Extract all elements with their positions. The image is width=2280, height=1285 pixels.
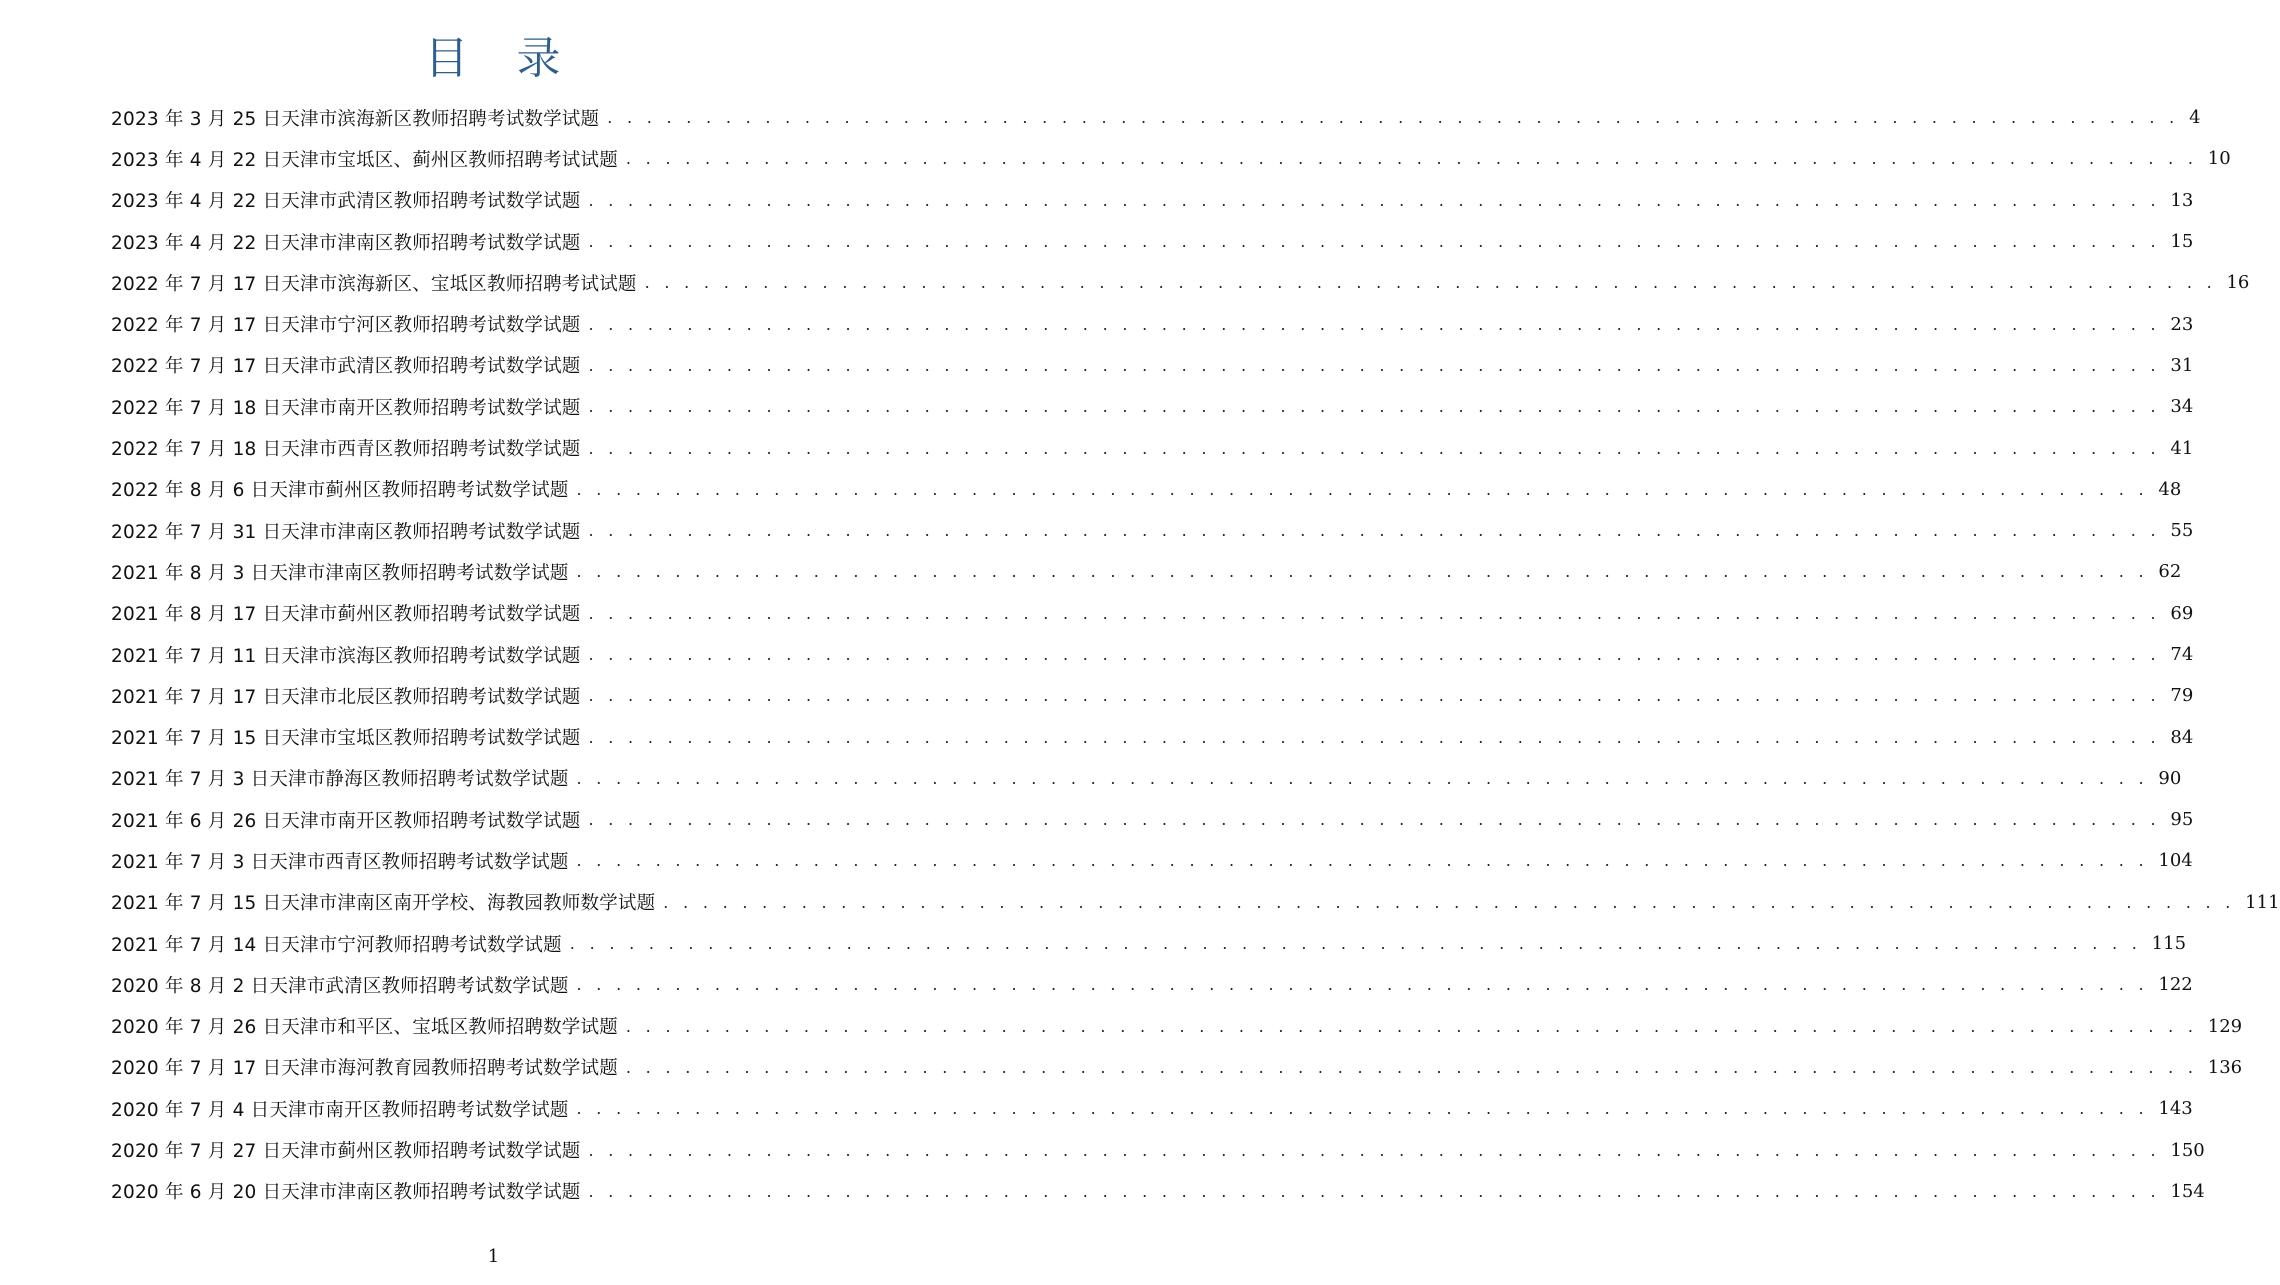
toc-entry[interactable]: [111, 551, 2182, 592]
toc-entry[interactable]: [111, 675, 2194, 716]
toc-entry[interactable]: [111, 593, 2194, 634]
toc-entry[interactable]: [111, 964, 2193, 1005]
toc-entry[interactable]: [111, 345, 2194, 386]
toc-entry-page-number: 90: [2158, 767, 2182, 789]
toc-entry-title: 2022 年 7 月 18 日天津市西青区教师招聘考试数学试题: [111, 439, 581, 461]
toc-entry[interactable]: [111, 180, 2194, 221]
toc-entry-page-number: 34: [2170, 396, 2194, 418]
toc-dot-leader: . . . . . . . . . . . . . . . . . . . . . . . . . . . . . . . . . . . . . . . . . . . . . . . . . . . . . . . . . . . . . . . . . . . . . . . . . . . . . . . .: [588, 603, 2161, 623]
toc-entry-title: 2022 年 7 月 17 日天津市武清区教师招聘考试数学试题: [111, 356, 581, 378]
toc-entry[interactable]: [111, 303, 2194, 344]
toc-dot-leader: . . . . . . . . . . . . . . . . . . . . . . . . . . . . . . . . . . . . . . . . . . . . . . . . . . . . . . . . . . . . . . . . . . . . . . . . . . . . . . . .: [607, 108, 2180, 128]
toc-dot-leader: . . . . . . . . . . . . . . . . . . . . . . . . . . . . . . . . . . . . . . . . . . . . . . . . . . . . . . . . . . . . . . . . . . . . . . . . . . . . . . . .: [576, 1099, 2149, 1119]
toc-entry-page-number: 122: [2158, 974, 2193, 996]
toc-entry-page-number: 84: [2170, 726, 2194, 748]
toc-entry-page-number: 31: [2170, 354, 2194, 376]
toc-entry[interactable]: [111, 221, 2194, 262]
toc-entry-title: 2023 年 4 月 22 日天津市津南区教师招聘考试数学试题: [111, 232, 581, 254]
toc-entry-title: 2021 年 8 月 17 日天津市蓟州区教师招聘考试数学试题: [111, 604, 581, 626]
toc-entry-title: 2020 年 8 月 2 日天津市武清区教师招聘考试数学试题: [111, 975, 569, 997]
toc-entry[interactable]: [111, 716, 2194, 757]
toc-entry-title: 2023 年 4 月 22 日天津市武清区教师招聘考试数学试题: [111, 191, 581, 213]
toc-entry-page-number: 74: [2170, 644, 2194, 665]
toc-entry[interactable]: [111, 1006, 2243, 1047]
toc-entry-title: 2020 年 7 月 17 日天津市海河教育园教师招聘考试数学试题: [111, 1058, 618, 1080]
toc-entry-title: 2022 年 7 月 31 日天津市津南区教师招聘考试数学试题: [111, 521, 581, 543]
toc-entry-page-number: 4: [2189, 107, 2201, 129]
toc-dot-leader: . . . . . . . . . . . . . . . . . . . . . . . . . . . . . . . . . . . . . . . . . . . . . . . . . . . . . . . . . . . . . . . . . . . . . . . . . . . . . . . .: [576, 479, 2149, 499]
toc-dot-leader: . . . . . . . . . . . . . . . . . . . . . . . . . . . . . . . . . . . . . . . . . . . . . . . . . . . . . . . . . . . . . . . . . . . . . . . . . . . . . . . .: [663, 892, 2236, 912]
toc-dot-leader: . . . . . . . . . . . . . . . . . . . . . . . . . . . . . . . . . . . . . . . . . . . . . . . . . . . . . . . . . . . . . . . . . . . . . . . . . . . . . . . .: [625, 1016, 2198, 1036]
toc-dot-leader: . . . . . . . . . . . . . . . . . . . . . . . . . . . . . . . . . . . . . . . . . . . . . . . . . . . . . . . . . . . . . . . . . . . . . . . . . . . . . . . .: [576, 975, 2149, 995]
toc-entry[interactable]: [111, 1088, 2193, 1129]
toc-entry-title: 2023 年 4 月 22 日天津市宝坻区、蓟州区教师招聘考试试题: [111, 149, 618, 171]
toc-dot-leader: . . . . . . . . . . . . . . . . . . . . . . . . . . . . . . . . . . . . . . . . . . . . . . . . . . . . . . . . . . . . . . . . . . . . . . . . . . . . . . . .: [588, 397, 2161, 417]
toc-entry[interactable]: [111, 799, 2194, 840]
toc-dot-leader: . . . . . . . . . . . . . . . . . . . . . . . . . . . . . . . . . . . . . . . . . . . . . . . . . . . . . . . . . . . . . . . . . . . . . . . . . . . . . . . .: [588, 355, 2161, 375]
toc-dot-leader: . . . . . . . . . . . . . . . . . . . . . . . . . . . . . . . . . . . . . . . . . . . . . . . . . . . . . . . . . . . . . . . . . . . . . . . . . . . . . . . .: [588, 727, 2161, 747]
toc-entry-page-number: 48: [2158, 478, 2182, 500]
toc-entry[interactable]: [111, 469, 2182, 510]
toc-entry[interactable]: [111, 882, 2280, 923]
page-number: 1: [487, 1246, 500, 1267]
toc-entry-title: 2021 年 7 月 15 日天津市津南区南开学校、海教园教师数学试题: [111, 893, 656, 915]
toc-dot-leader: . . . . . . . . . . . . . . . . . . . . . . . . . . . . . . . . . . . . . . . . . . . . . . . . . . . . . . . . . . . . . . . . . . . . . . . . . . . . . . . .: [588, 1140, 2161, 1160]
toc-entry[interactable]: [111, 97, 2201, 138]
toc-dot-leader: . . . . . . . . . . . . . . . . . . . . . . . . . . . . . . . . . . . . . . . . . . . . . . . . . . . . . . . . . . . . . . . . . . . . . . . . . . . . . . . .: [576, 768, 2149, 788]
toc-entry[interactable]: [111, 427, 2194, 468]
toc-dot-leader: . . . . . . . . . . . . . . . . . . . . . . . . . . . . . . . . . . . . . . . . . . . . . . . . . . . . . . . . . . . . . . . . . . . . . . . . . . . . . . . .: [588, 438, 2161, 458]
toc-entry-page-number: 13: [2170, 189, 2194, 211]
toc-entry-page-number: 143: [2158, 1098, 2193, 1120]
toc-entry-title: 2020 年 7 月 4 日天津市南开区教师招聘考试数学试题: [111, 1099, 569, 1121]
toc-entry-title: 2022 年 7 月 17 日天津市宁河区教师招聘考试数学试题: [111, 315, 581, 337]
toc-entry-title: 2022 年 7 月 17 日天津市滨海新区、宝坻区教师招聘考试试题: [111, 273, 637, 295]
toc-entry-page-number: 136: [2207, 1056, 2243, 1078]
toc-entry-title: 2023 年 3 月 25 日天津市滨海新区教师招聘考试数学试题: [111, 108, 600, 130]
page-title: 目 录: [424, 33, 563, 84]
toc-entry-page-number: 41: [2170, 437, 2194, 459]
toc-dot-leader: . . . . . . . . . . . . . . . . . . . . . . . . . . . . . . . . . . . . . . . . . . . . . . . . . . . . . . . . . . . . . . . . . . . . . . . . . . . . . . . .: [588, 810, 2161, 830]
toc-entry[interactable]: [111, 1171, 2205, 1212]
toc-entry-page-number: 150: [2170, 1139, 2205, 1161]
toc-dot-leader: . . . . . . . . . . . . . . . . . . . . . . . . . . . . . . . . . . . . . . . . . . . . . . . . . . . . . . . . . . . . . . . . . . . . . . . . . . . . . . . .: [644, 273, 2217, 293]
toc-dot-leader: . . . . . . . . . . . . . . . . . . . . . . . . . . . . . . . . . . . . . . . . . . . . . . . . . . . . . . . . . . . . . . . . . . . . . . . . . . . . . . . .: [588, 314, 2161, 334]
toc-dot-leader: . . . . . . . . . . . . . . . . . . . . . . . . . . . . . . . . . . . . . . . . . . . . . . . . . . . . . . . . . . . . . . . . . . . . . . . . . . . . . . . .: [588, 521, 2161, 541]
toc-dot-leader: . . . . . . . . . . . . . . . . . . . . . . . . . . . . . . . . . . . . . . . . . . . . . . . . . . . . . . . . . . . . . . . . . . . . . . . . . . . . . . . .: [588, 645, 2161, 664]
toc-entry-title: 2021 年 6 月 26 日天津市南开区教师招聘考试数学试题: [111, 810, 581, 832]
toc-dot-leader: . . . . . . . . . . . . . . . . . . . . . . . . . . . . . . . . . . . . . . . . . . . . . . . . . . . . . . . . . . . . . . . . . . . . . . . . . . . . . . . .: [588, 686, 2161, 706]
toc-dot-leader: . . . . . . . . . . . . . . . . . . . . . . . . . . . . . . . . . . . . . . . . . . . . . . . . . . . . . . . . . . . . . . . . . . . . . . . . . . . . . . . .: [625, 1057, 2198, 1077]
toc-entry-title: 2021 年 7 月 15 日天津市宝坻区教师招聘考试数学试题: [111, 728, 581, 750]
toc-entry-title: 2021 年 7 月 11 日天津市滨海区教师招聘考试数学试题: [111, 645, 581, 667]
toc-entry[interactable]: [111, 262, 2250, 303]
toc-entry-title: 2021 年 8 月 3 日天津市津南区教师招聘考试数学试题: [111, 562, 569, 584]
toc-entry-page-number: 69: [2170, 602, 2194, 624]
toc-entry-title: 2021 年 7 月 14 日天津市宁河教师招聘考试数学试题: [111, 934, 562, 956]
toc-entry[interactable]: [111, 840, 2193, 881]
toc-entry[interactable]: [111, 758, 2182, 799]
toc-entry-title: 2021 年 7 月 17 日天津市北辰区教师招聘考试数学试题: [111, 686, 581, 708]
toc-entry-title: 2020 年 6 月 20 日天津市津南区教师招聘考试数学试题: [111, 1182, 581, 1204]
toc-entry-page-number: 111: [2245, 891, 2280, 913]
toc-entry-page-number: 15: [2170, 231, 2194, 253]
toc-entry[interactable]: [111, 138, 2231, 179]
toc-entry-page-number: 62: [2158, 561, 2182, 583]
toc-entry[interactable]: [111, 1047, 2243, 1088]
toc-entry[interactable]: [111, 510, 2194, 551]
toc-entry-page-number: 16: [2226, 272, 2250, 294]
toc-entry-page-number: 23: [2170, 313, 2194, 335]
toc-entry[interactable]: [111, 1129, 2205, 1170]
toc-entry-title: 2020 年 7 月 27 日天津市蓟州区教师招聘考试数学试题: [111, 1141, 581, 1163]
toc-entry[interactable]: [111, 923, 2187, 964]
toc-dot-leader: . . . . . . . . . . . . . . . . . . . . . . . . . . . . . . . . . . . . . . . . . . . . . . . . . . . . . . . . . . . . . . . . . . . . . . . . . . . . . . . .: [588, 1181, 2161, 1201]
toc-entry-page-number: 115: [2151, 933, 2187, 955]
toc-entry[interactable]: [111, 386, 2194, 427]
toc-entry-page-number: 79: [2170, 685, 2194, 707]
toc-dot-leader: . . . . . . . . . . . . . . . . . . . . . . . . . . . . . . . . . . . . . . . . . . . . . . . . . . . . . . . . . . . . . . . . . . . . . . . . . . . . . . . .: [576, 562, 2149, 582]
toc-dot-leader: . . . . . . . . . . . . . . . . . . . . . . . . . . . . . . . . . . . . . . . . . . . . . . . . . . . . . . . . . . . . . . . . . . . . . . . . . . . . . . . .: [588, 190, 2161, 210]
toc-dot-leader: . . . . . . . . . . . . . . . . . . . . . . . . . . . . . . . . . . . . . . . . . . . . . . . . . . . . . . . . . . . . . . . . . . . . . . . . . . . . . . . .: [569, 934, 2142, 954]
toc-dot-leader: . . . . . . . . . . . . . . . . . . . . . . . . . . . . . . . . . . . . . . . . . . . . . . . . . . . . . . . . . . . . . . . . . . . . . . . . . . . . . . . .: [576, 851, 2149, 871]
toc-entry-page-number: 129: [2207, 1015, 2243, 1037]
toc-entry-page-number: 10: [2207, 148, 2231, 170]
toc-entry-page-number: 55: [2170, 520, 2194, 542]
toc-entry-title: 2022 年 8 月 6 日天津市蓟州区教师招聘考试数学试题: [111, 480, 569, 502]
toc-entry-page-number: 154: [2170, 1180, 2205, 1202]
toc-entry-title: 2021 年 7 月 3 日天津市西青区教师招聘考试数学试题: [111, 851, 569, 873]
toc-entry-page-number: 95: [2170, 809, 2194, 831]
table-of-contents: [111, 97, 2280, 1212]
toc-dot-leader: . . . . . . . . . . . . . . . . . . . . . . . . . . . . . . . . . . . . . . . . . . . . . . . . . . . . . . . . . . . . . . . . . . . . . . . . . . . . . . . .: [625, 149, 2198, 169]
toc-entry-title: 2022 年 7 月 18 日天津市南开区教师招聘考试数学试题: [111, 397, 581, 419]
toc-dot-leader: . . . . . . . . . . . . . . . . . . . . . . . . . . . . . . . . . . . . . . . . . . . . . . . . . . . . . . . . . . . . . . . . . . . . . . . . . . . . . . . .: [588, 232, 2161, 252]
toc-entry-title: 2020 年 7 月 26 日天津市和平区、宝坻区教师招聘数学试题: [111, 1017, 618, 1039]
toc-entry-title: 2021 年 7 月 3 日天津市静海区教师招聘考试数学试题: [111, 769, 569, 791]
toc-entry-page-number: 104: [2158, 850, 2193, 872]
toc-entry[interactable]: [111, 634, 2194, 675]
